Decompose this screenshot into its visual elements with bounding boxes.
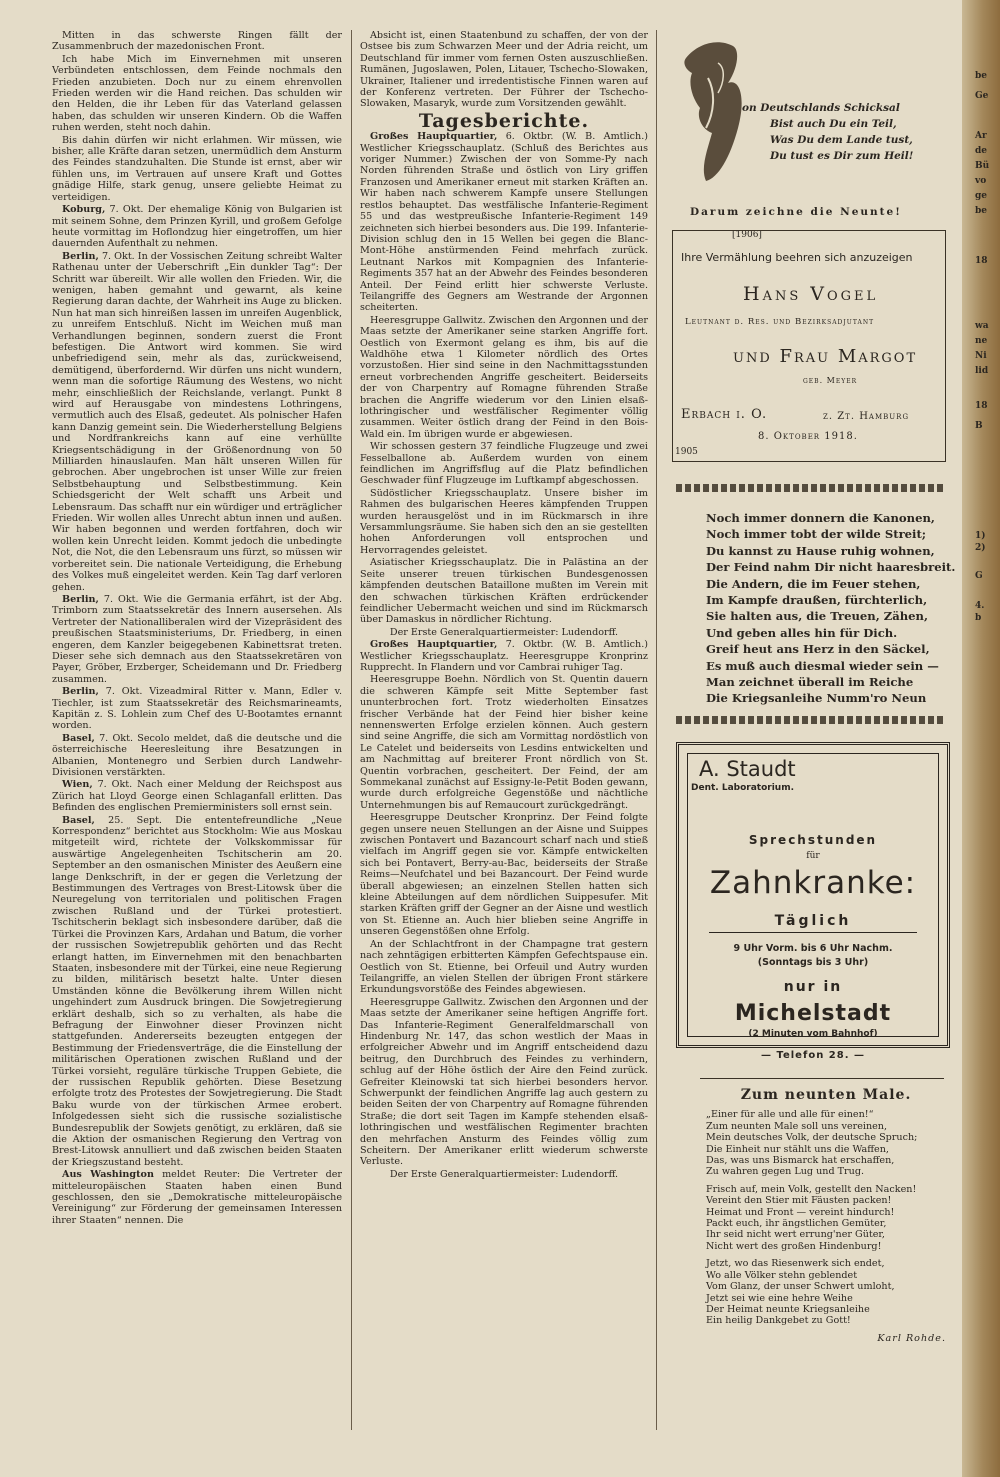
paragraph-text: 7. Okt. Der ehemalige König von Bulgarien ist mit seinem Sohne, dem Prinzen Kyrill, und großem Gefolge heute vormittag im Hoflondzug hier eingetroffen, um hier dauernden Aufenthalt zu nehmen.: [52, 204, 342, 250]
cropped-text-fragment: 4.: [975, 601, 985, 611]
poem-line: Heimat und Front — vereint hindurch!: [706, 1206, 895, 1218]
poem-line: Und geben alles hin für Dich.: [706, 625, 898, 640]
cropped-text-fragment: ne: [975, 336, 988, 346]
paragraph-text: 7. Okt. Secolo meldet, daß die deutsche und die österreichische Heeresleitung ihre Besatzungen in Albanien, Montenegro und Serbien durch Landwehr-Divisionen verstärkten.: [52, 732, 342, 778]
cropped-text-fragment: 18: [975, 401, 988, 411]
paragraph: [360, 639, 648, 673]
paragraph: [360, 315, 648, 440]
town-name: Michelstadt: [734, 1001, 892, 1026]
groom-name: Hans Vogel: [743, 283, 879, 305]
cropped-text-fragment: G: [975, 571, 983, 581]
poem-line: Vom Glanz, der unser Schwert umloht,: [706, 1281, 895, 1293]
divider: [709, 932, 917, 933]
poem-line: Zu wahren gegen Lug und Trug.: [706, 1166, 865, 1178]
dateline: Berlin,: [62, 250, 99, 262]
paragraph-text: 6. Oktbr. (W. B. Amtlich.) Westlicher Kriegsschauplatz. (Schluß des Berichtes aus voriger Nummer.) Zwischen der von Somme-Py nach Norden führenden Straße und östlich von Liry griffen Franzosen und Amerikaner erneut mit starken Kräften an. Wir haben nach schwerem Kampfe unsere Stellungen restlos behauptet. Das westfälische Infanterie-Regiment 55 und das westpreußische Infanterie-Regiment 149 zeichneten sich hierbei besonders aus. Die 199. Infanterie-Division schlug den in 15 Wellen bei gegen die Blanc-Mont-Höhe anstürmenden Feind mehrfach zurück. Leutnant Narkos mit Kompagnien des Infanterie-Regiments 357 hat an der Abwehr des Feindes besonderen Anteil. Der Feind erlitt hier schwerste Verluste. Teilangriffe des Gegners am Westrande der Argonnen scheiterten.: [360, 131, 648, 314]
for-label: für: [806, 851, 820, 861]
war-loan-ad: [672, 38, 942, 240]
poem-line: Die Andern, die im Feuer stehen,: [706, 576, 921, 591]
signature: Der Erste Generalquartiermeister: Ludendorff.: [389, 1168, 619, 1180]
cropped-text-fragment: Ni: [975, 351, 987, 361]
war-reports: [360, 131, 648, 1180]
cropped-text-fragment: B: [975, 421, 983, 431]
ornamental-border: [676, 484, 944, 492]
cropped-text-fragment: 2): [975, 543, 986, 553]
poem-line: Sie halten aus, die Treuen, Zähen,: [706, 609, 929, 624]
poem-line: Noch immer donnern die Kanonen,: [706, 511, 935, 525]
article-column-1: [52, 30, 342, 1430]
ad-number: [1906]: [732, 230, 762, 240]
divider: [700, 1078, 944, 1079]
poem-line: Jetzt, wo das Riesenwerk sich endet,: [706, 1258, 885, 1270]
wedding-announcement: [672, 230, 946, 462]
only-in-label: nur in: [783, 979, 843, 995]
paragraph: [52, 733, 342, 779]
ornamental-border: [676, 716, 944, 724]
announce-text: Ihre Vermählung beehren sich anzuzeigen: [681, 251, 913, 264]
poem-line: Ein heilig Dankgebet zu Gott!: [706, 1315, 851, 1327]
paragraph-text: Asiatischer Kriegsschauplatz. Die in Palästina an der Seite unserer treuen türkischen Bundesgenossen kämpfenden deutschen Bataillone mußten im Verein mit den schwachen türkischen Kräften erdrückender feindlicher Uebermacht weichen und sind im Rückmarsch über Damaskus in nördlicher Richtung.: [360, 557, 648, 626]
paragraph-text: Heeresgruppe Gallwitz. Zwischen den Argonnen und der Maas setzte der Amerikaner seine heftigen Angriffe fort. Das Infanterie-Regiment Generalfeldmarschall von Hindenburg Nr. 147, das schon westlich der Maas in erfolgreicher Abwehr und im Angriff entscheidend dazu beitrug, den Durchbruch des Feindes zu verhindern, schlug auf der Höhe östlich der Aire den Feind zurück. Gefreiter Kleinowski tat sich hierbei besonders hervor. Schwerpunkt der feindlichen Angriffe lag auch gestern zu beiden Seiten der von Charpentry auf Romagne führenden Straße; die dort seit Tagen im Kampfe stehenden elsaß-lothringischen und westfälischen Regimenter brachten den mehrfachen Ansturm des Feindes völlig zum Scheitern. Der Amerikaner erlitt wiederum schwerste Verluste.: [360, 996, 648, 1168]
paragraph-text: 7. Okt. Wie die Germania erfährt, ist der Abg. Trimborn zum Staatssekretär des Innern ausersehen. Als Vertreter der Nationalliberalen wird der Vizepräsident des preußischen Staatsministeriums, Dr. Friedberg, in einen engeren, dem Kanzler beigegebenen Kabinettsrat treten. Dieser sehe sich demnach aus den Staatssekretären von Payer, Gröber, Erzberger, Scheidemann und Dr. Friedberg zusammen.: [52, 593, 342, 685]
dateline: Basel,: [62, 732, 95, 744]
poem-line: Frisch auf, mein Volk, gestellt den Nacken!: [706, 1183, 917, 1195]
poem-line: Jetzt sei wie eine hehre Weihe: [706, 1292, 853, 1304]
poem-line: Nicht wert des großen Hindenburg!: [706, 1240, 882, 1252]
paragraph: [360, 997, 648, 1168]
loan-slogan: Darum zeichne die Neunte!: [690, 206, 902, 218]
paragraph: [52, 686, 342, 732]
dateline: Berlin,: [62, 593, 99, 605]
dentist-sub: Dent. Laboratorium.: [691, 783, 794, 793]
poem-line: Greif heut ans Herz in den Säckel,: [706, 642, 930, 657]
poem-line: Wo alle Völker stehn geblendet: [706, 1269, 858, 1281]
cropped-text-fragment: Ge: [975, 91, 989, 101]
paragraph-text: 7. Okt. Vizeadmiral Ritter v. Mann, Edler v. Tiechler, ist zum Staatssekretär des Reichsmarineamts, Kapitän z. S. Lohlein zum Chef des U-Bootamtes ernannt worden.: [52, 686, 342, 732]
place-1: Erbach i. O.: [681, 407, 768, 422]
cropped-text-fragment: lid: [975, 366, 989, 376]
dateline: Berlin,: [62, 686, 99, 698]
paragraph-text: Südöstlicher Kriegsschauplatz. Unsere bisher im Rahmen des bulgarischen Heeres kämpfenden Truppen wurden herausgelöst und in im Rückmarsch in ihre Versammlungsräume. Sie haben sich den an sie gestellten hohen Anforderungen voll entsprochen und Hervorragendes geleistet.: [360, 487, 648, 556]
paragraph: [360, 488, 648, 556]
paragraph-text: Mitten in das schwerste Ringen fällt der Zusammenbruch der mazedonischen Front.: [52, 30, 342, 53]
paragraph-text: Bis dahin dürfen wir nicht erlahmen. Wir müssen, wie bisher, alle Kräfte daran setzen, unermüdlich dem Ansturm des Feindes standzuhalten. Die Stunde ist ernst, aber wir fühlen uns, im Vertrauen auf unsere Kraft und Gottes gnädige Hilfe, stark genug, unsere geliebte Heimat zu verteidigen.: [52, 134, 342, 203]
dateline: Großes Hauptquartier,: [370, 639, 498, 651]
cropped-text-fragment: 1): [975, 531, 986, 541]
dateline: Wien,: [62, 779, 93, 791]
poem-line: „Einer für alle und alle für einen!“: [706, 1109, 874, 1121]
page-edge: [962, 0, 1000, 1477]
stanza: [706, 1184, 946, 1252]
bride-name: und Frau Margot: [733, 346, 918, 367]
paragraph: [52, 815, 342, 1169]
paragraph: [52, 204, 342, 250]
signature: Der Erste Generalquartiermeister: Ludendorff.: [389, 626, 619, 638]
dateline: Basel,: [62, 814, 95, 826]
paragraph-text: 7. Okt. Nach einer Meldung der Reichspost aus Zürich hat Lloyd George einen Schlaganfall erlitten. Das Befinden des englischen Premierministers soll ernst sein.: [52, 779, 342, 814]
patients-label: Zahnkranke:: [709, 865, 917, 901]
paragraph: [52, 251, 342, 593]
poem-title: Zum neunten Male.: [740, 1087, 912, 1103]
loan-verse: on Deutschlands Schicksal Bist auch Du ein Teil, Was Du dem Lande tust, Du tust es Dir zum Heil!: [742, 102, 914, 162]
paragraph: [360, 441, 648, 487]
paragraph-text: meldet Reuter: Die Vertreter der mitteleuropäischen Staaten haben einen Bund geschlossen, den sie „Demokratische mitteleuropäische Vereinigung“ zur Förderung der gemeinsamen Interessen ihrer Staaten“ nennen. Die: [52, 1169, 342, 1226]
poem-line: Der Feind nahm Dir nicht haaresbreit.: [706, 560, 956, 575]
ad-number: 1905: [675, 447, 698, 457]
cropped-text-fragment: de: [975, 146, 988, 156]
poem-line: Man zeichnet überall im Reiche: [706, 675, 914, 690]
poem-line: Zum neunten Male soll uns vereinen,: [706, 1120, 888, 1132]
paragraph-text: Heeresgruppe Boehn. Nördlich von St. Quentin dauern die schweren Kämpfe seit Mitte September fast ununterbrochen fort. Trotz wiederholten Einsatzes frischer Verbände hat der Feind hier bisher keine nennenswerten Erfolge erzielen können. Auch gestern sind seine Angriffe, die sich am Vormittag nordöstlich von Le Catelet und beiderseits von Lesdins entwickelten und am Nachmittag auf breiterer Front nördlich von St. Quentin vorbrachen, gescheitert. Der Feind, der am Sommekanal zunächst auf Essigny-le-Petit Boden gewann, wurde durch erfolgreiche Gegenstöße und nächtliche Unternehmungen bis auf Remaucourt zurückgedrängt.: [360, 674, 648, 811]
paragraph: [360, 557, 648, 625]
daily-label: Täglich: [774, 913, 852, 929]
poem-line: Vereint den Stier mit Fäusten packen!: [706, 1195, 892, 1207]
dateline: Aus Washington: [62, 1169, 154, 1181]
poem-line: Die Einheit nur stählt uns die Waffen,: [706, 1143, 889, 1155]
poem-line: Packt euch, ihr ängstlichen Gemüter,: [706, 1218, 887, 1230]
paragraph: [52, 54, 342, 134]
bride-note: geb. Meyer: [803, 376, 858, 385]
paragraph: [360, 674, 648, 811]
cropped-text-fragment: be: [975, 206, 988, 216]
poem-line: Ihr seid nicht wert errung'ner Güter,: [706, 1229, 885, 1241]
paragraph-text: An der Schlachtfront in der Champagne trat gestern nach zehntägigen erbitterten Kämpfen Gefechtspause ein. Oestlich von St. Etienne, bei Orfeuil und Autry wurden Teilangriffe, an vielen Stellen der übrigen Front stärkere Erkundungsvorstöße des Feindes abgewiesen.: [360, 938, 648, 996]
ninth-loan-poem: [706, 1087, 946, 1344]
loan-poem: [706, 510, 956, 707]
hours: 9 Uhr Vorm. bis 6 Uhr Nachm.: [733, 943, 893, 954]
poem-line: Es muß auch diesmal wieder sein —: [706, 658, 939, 673]
paragraph: [360, 131, 648, 314]
cropped-text-fragment: ge: [975, 191, 988, 201]
poem-line: Du kannst zu Hause ruhig wohnen,: [706, 543, 935, 558]
place-2: z. Zt. Hamburg: [823, 411, 910, 422]
dateline: Großes Hauptquartier,: [370, 131, 498, 143]
cropped-text-fragment: be: [975, 71, 988, 81]
paragraph: [52, 1169, 342, 1226]
column2-intro: Absicht ist, einen Staatenbund zu schaffen, der von der Ostsee bis zum Schwarzen Meer und der Adria reicht, um Deutschland für immer vom fernen Osten auszuschließen. Rumänen, Jugoslawen, Polen, Litauer, Tschecho-Slowaken, Ukrainer, Italiener und irredentistische Finnen waren auf der Konferenz vertreten. Der Führer der Tschecho-Slowaken, Masaryk, wurde zum Vorsitzenden gewählt.: [360, 30, 648, 110]
paragraph: [360, 812, 648, 937]
column-rule: [656, 30, 657, 1430]
column-rule: [351, 30, 352, 1430]
paragraph: [52, 30, 342, 53]
sunday-hours: (Sonntags bis 3 Uhr): [757, 957, 869, 968]
paragraph-text: Ich habe Mich im Einvernehmen mit unseren Verbündeten entschlossen, dem Feinde nochmals den Frieden anzubieten. Doch nur zu einem ehrenvollen Frieden werden wir die Hand reichen. Das schulden wir den Helden, die ihr Leben für das Vaterland gelassen haben, das schulden wir unseren Kindern. Ob die Waffen ruhen werden, steht noch dahin.: [52, 53, 342, 134]
telephone: — Telefon 28. —: [761, 1050, 865, 1061]
groom-title: Leutnant d. Res. und Bezirksadjutant: [685, 317, 875, 327]
poem-author: Karl Rohde.: [877, 1332, 946, 1344]
ornamental-initial-v-icon: [678, 38, 748, 183]
paragraph-text: Heeresgruppe Gallwitz. Zwischen den Argonnen und der Maas setzte der Amerikaner seine starken Angriffe fort. Oestlich von Exermont gelang es ihm, bis auf die Waldhöhe etwa 1 Kilometer nördlich des Ortes vorzustoßen. Hier sind seine in den Nachmittagsstunden erneut vorbrechenden Angriffe gescheitert. Beiderseits der von Charpentry auf Romagne führenden Straße brachen die Angriffe wiederum vor den Linien elsaß-lothringischer und westfälischer Regimenter völlig zusammen. Weiter östlich drang der Feind in den Bois-Wald ein. Im übrigen wurde er abgewiesen.: [360, 314, 648, 440]
poem-line: Noch immer tobt der wilde Streit;: [706, 527, 927, 542]
poem-line: Der Heimat neunte Kriegsanleihe: [706, 1303, 870, 1315]
distance-note: (2 Minuten vom Bahnhof): [748, 1029, 878, 1039]
cropped-text-fragment: b: [975, 613, 982, 623]
section-heading: Tagesberichte.: [418, 109, 590, 132]
paragraph: [52, 779, 342, 813]
stanza: [706, 1258, 946, 1326]
paragraph-text: 7. Oktbr. (W. B. Amtlich.) Westlicher Kriegsschauplatz. Heeresgruppe Kronprinz Rupprecht. In Flandern und vor Cambrai ruhiger Tag.: [360, 639, 648, 673]
paragraph: [52, 135, 342, 203]
dentist-ad: [676, 742, 950, 1061]
cropped-text-fragment: Ar: [975, 131, 987, 141]
dentist-name: A. Staudt: [699, 757, 796, 781]
article-column-2: [360, 30, 648, 1430]
poem-line: Die Kriegsanleihe Numm'ro Neun: [706, 691, 927, 706]
cropped-text-fragment: vo: [975, 176, 987, 186]
office-hours-label: Sprechstunden: [748, 833, 878, 847]
stanza: [706, 1109, 946, 1177]
cropped-text-fragment: 18: [975, 256, 988, 266]
dateline: Koburg,: [62, 204, 106, 216]
paragraph-text: 25. Sept. Die ententefreundliche „Neue Korrespondenz“ berichtet aus Stockholm: Wie aus Moskau mitgeteilt wird, richtete der Volkskommissar für auswärtige Angelegenheiten Tschitscherin am 20. September an den osmanischen Minister des Aeußern eine lange Denkschrift, in der er gegen die Verletzung der Bestimmungen des Vertrages von Brest-Litowsk über die Neuregelung von territorialen und politischen Fragen zwischen Rußland und der Türkei protestiert. Tschitscherin beklagt sich insbesondere darüber, daß die Türkei die Provinzen Kars, Ardahan und Batum, die vorher der russischen Sowjetrepublik gehörten und das Recht erlangt hatten, im Einvernehmen mit den benachbarten Staaten, insbesondere mit der Türkei, eine neue Regierung zu bilden, militärisch besetzt halte. Unter diesen Umständen könne die Bevölkerung ihrem Willen nicht ungehindert zum Ausdruck bringen. Die Sowjetregierung erklärt deshalb, sich so zu verhalten, als habe die Befragung der Einwohner dieser Provinzen nicht stattgefunden. Andererseits bezeugten entgegen der Bestimmung der Friedensverträge, die die Einstellung der militärischen Operationen zwischen Rußland und der Türkei vorsieht, reguläre türkische Truppen Gebiete, die der russischen Republik gehörten. Diese Besetzung erfolgte trotz des Protestes der Sowjetregierung. Die Stadt Baku wurde von der türkischen Armee erobert. Infolgedessen sieht sich die russische sozialistische Bundesrepublik der Sowjets genötigt, zu erklären, daß sie die Aktion der osmanischen Regierung den Vertrag von Brest-Litowsk annulliert und daß zwischen beiden Staaten der Kriegszustand besteht.: [52, 814, 342, 1168]
cropped-text-fragment: wa: [975, 321, 989, 331]
poem-line: Im Kampfe draußen, fürchterlich,: [706, 593, 928, 608]
paragraph: [360, 939, 648, 996]
wedding-date: 8. Oktober 1918.: [758, 431, 858, 442]
poem-line: Mein deutsches Volk, der deutsche Spruch;: [706, 1132, 918, 1144]
paragraph-text: 7. Okt. In der Vossischen Zeitung schreibt Walter Rathenau unter der Ueberschrift „Ein dunkler Tag“: Der Schritt war übereilt. Wir alle wollen den Frieden. Wir, die wenigen, haben gemahnt und gewarnt, als keine Regierung daran dachte, der Wahrheit ins Auge zu blicken. Nun hat man sich hinreißen lassen im unreifen Augenblick, zu unreifem Entschluß. Nicht im Weichen muß man Verhandlungen beginnen, sondern zuerst die Front befestigen. Die Antwort wird kommen. Sie wird unbefriedigend sein, mehr als das, zurückweisend, demütigend, überfordernd. Wir dürfen uns nicht wundern, wenn man die sofortige Räumung des Westens, wo nicht mehr, einschließlich der Reichslande, verlangt. Punkt 8 wird auf Herausgabe von mindestens Lothringens, vermutlich auch des Elsaß, gedeutet. Als polnischer Hafen kann Danzig gemeint sein. Die Wiederherstellung Belgiens und Nordfrankreichs kann auf eine verhüllte Kriegsentschädigung in der Größenordnung von 50 Milliarden hinauslaufen. Man hält unseren Willen für gebrochen. Aber ungebrochen ist unser Wille zur freien Selbstbehauptung und Selbstbestimmung. Kein Schiedsgericht der Welt schafft uns Arbeit und Lebensraum. Das schafft nur ein würdiger und erträglicher Frieden. Wir wollen alles Unrecht abtun innen und außen. Wir haben begonnen und werden fortfahren, doch wir wollen kein Unrecht leiden. Kommt jedoch die unbedingte Not, die Not, die den Lebensraum uns fürzt, so müssen wir vorbereitet sein. Die nationale Verteidigung, die Erhebung des Volkes muß eingeleitet werden. Kein Tag darf verloren gehen.: [52, 250, 342, 593]
paragraph-text: Heeresgruppe Deutscher Kronprinz. Der Feind folgte gegen unsere neuen Stellungen an der Aisne und Suippes zwischen Pontavert und Bazancourt scharf nach und stieß vielfach im Angriff gegen sie vor. Kämpfe entwickelten sich bei Pontavert, Berry-au-Bac, beiderseits der Straße Reims—Neufchatel und bei Bazancourt. Der Feind wurde überall abgewiesen; an einzelnen Stellen hatten sich kleine Abteilungen auf dem nördlichen Suippesufer. Mit starken Kräften griff der Gegner an der Aisne und westlich von St. Etienne an. Auch hier blieben seine Angriffe in unseren Gegenstößen ohne Erfolg.: [360, 812, 648, 938]
paragraph: [52, 594, 342, 685]
cropped-text-fragment: Bü: [975, 161, 990, 171]
paragraph-text: Wir schossen gestern 37 feindliche Flugzeuge und zwei Fesselballone ab. Außerdem wurden von einem feindlichen im Angriffsflug auf die Platz befindlichen Geschwader fünf Flugzeuge im Luftkampf abgeschossen.: [360, 441, 648, 487]
poem-line: Das, was uns Bismarck hat erschaffen,: [706, 1155, 895, 1167]
